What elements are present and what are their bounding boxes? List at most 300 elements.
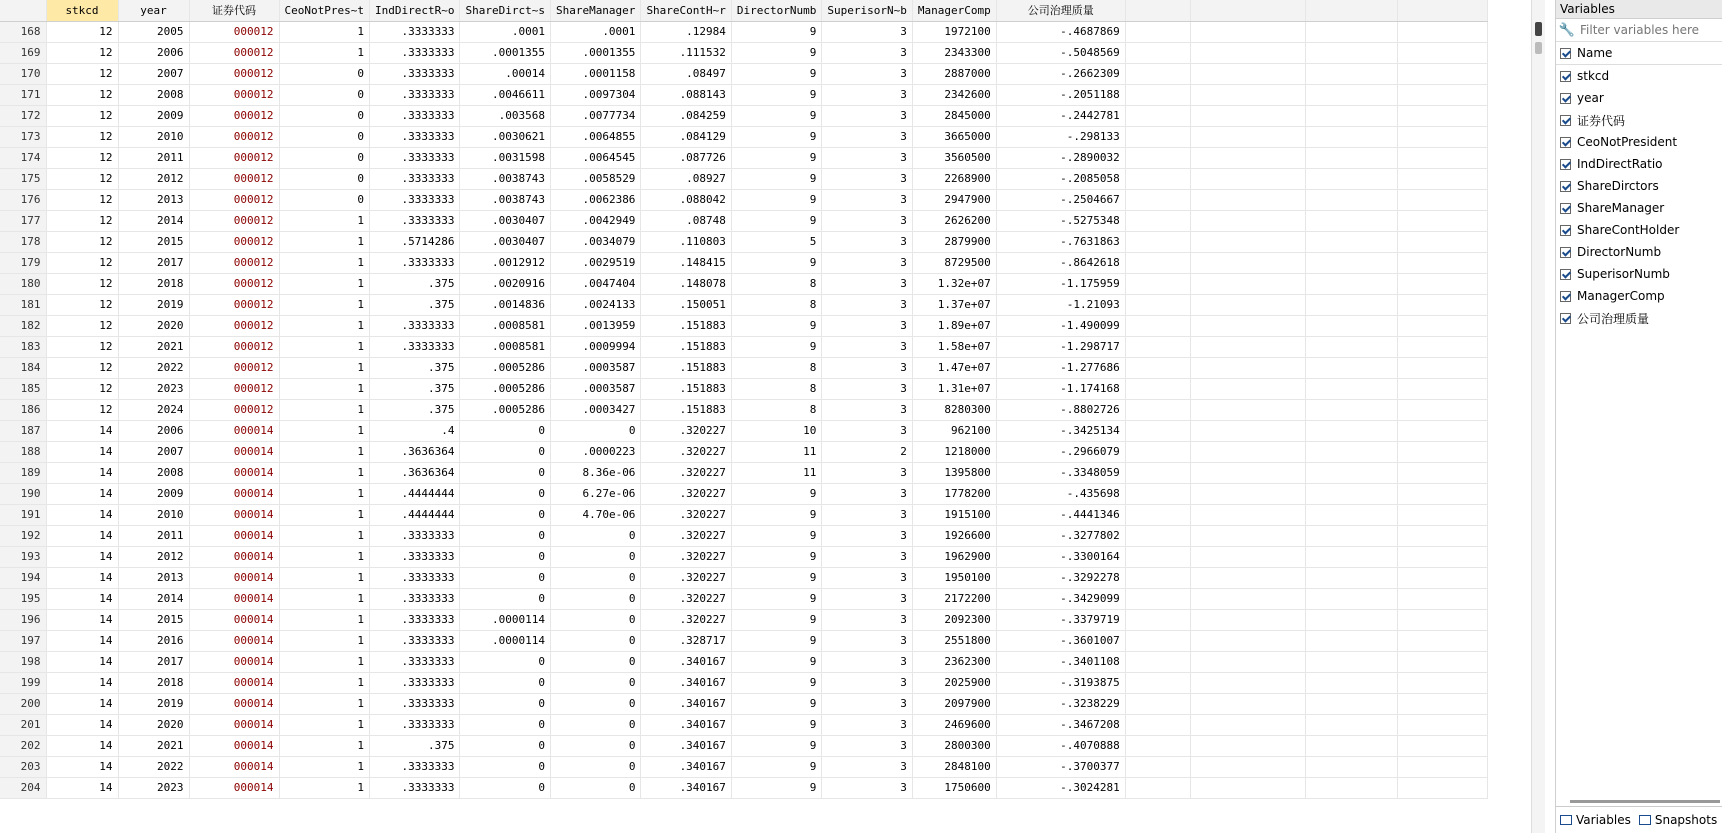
table-cell[interactable]: -.3379719 bbox=[996, 609, 1125, 630]
table-cell[interactable]: 2023 bbox=[118, 378, 189, 399]
table-cell[interactable]: 000014 bbox=[189, 735, 279, 756]
table-cell[interactable]: .340167 bbox=[641, 735, 731, 756]
table-cell[interactable]: 3 bbox=[822, 231, 912, 252]
table-cell[interactable]: 8280300 bbox=[912, 399, 996, 420]
table-cell[interactable]: .111532 bbox=[641, 42, 731, 63]
table-cell[interactable]: .0038743 bbox=[460, 168, 550, 189]
table-cell[interactable]: 12 bbox=[46, 294, 118, 315]
tab-variables[interactable] bbox=[1556, 807, 1635, 833]
table-cell[interactable]: 3 bbox=[822, 546, 912, 567]
table-cell[interactable]: 1 bbox=[279, 756, 369, 777]
table-cell[interactable]: -.3193875 bbox=[996, 672, 1125, 693]
table-cell[interactable]: .084129 bbox=[641, 126, 731, 147]
table-row[interactable] bbox=[0, 525, 1487, 546]
table-cell[interactable]: 14 bbox=[46, 588, 118, 609]
table-cell[interactable]: 0 bbox=[279, 63, 369, 84]
table-cell[interactable]: 0 bbox=[460, 441, 550, 462]
table-cell[interactable]: 3 bbox=[822, 21, 912, 42]
table-cell[interactable]: 4.70e-06 bbox=[550, 504, 640, 525]
table-cell[interactable]: .3333333 bbox=[369, 189, 459, 210]
scrollbar-step[interactable] bbox=[1535, 42, 1542, 54]
table-cell[interactable]: 000012 bbox=[189, 63, 279, 84]
splitter[interactable] bbox=[1545, 0, 1555, 833]
table-cell[interactable]: 2006 bbox=[118, 420, 189, 441]
table-cell[interactable]: -.5048569 bbox=[996, 42, 1125, 63]
table-cell[interactable]: 000014 bbox=[189, 462, 279, 483]
table-cell[interactable]: 000014 bbox=[189, 420, 279, 441]
table-cell[interactable]: .0001 bbox=[460, 21, 550, 42]
table-cell[interactable]: -.3425134 bbox=[996, 420, 1125, 441]
table-row[interactable] bbox=[0, 336, 1487, 357]
table-cell[interactable]: 0 bbox=[550, 546, 640, 567]
table-cell[interactable]: 3 bbox=[822, 483, 912, 504]
table-cell[interactable]: 3 bbox=[822, 735, 912, 756]
table-cell[interactable]: 2009 bbox=[118, 483, 189, 504]
variable-item[interactable] bbox=[1556, 109, 1722, 131]
table-cell[interactable]: 1 bbox=[279, 378, 369, 399]
table-cell[interactable]: 1 bbox=[279, 651, 369, 672]
table-cell[interactable]: .340167 bbox=[641, 693, 731, 714]
table-cell[interactable]: 10 bbox=[731, 420, 821, 441]
table-cell[interactable]: .3333333 bbox=[369, 168, 459, 189]
table-cell[interactable]: 12 bbox=[46, 252, 118, 273]
table-cell[interactable]: 000014 bbox=[189, 567, 279, 588]
table-cell[interactable]: 12 bbox=[46, 147, 118, 168]
checkbox-icon[interactable] bbox=[1560, 203, 1571, 214]
table-cell[interactable]: 000012 bbox=[189, 126, 279, 147]
table-cell[interactable]: 2005 bbox=[118, 21, 189, 42]
variable-item[interactable] bbox=[1556, 263, 1722, 285]
table-cell[interactable]: 2010 bbox=[118, 504, 189, 525]
table-cell[interactable]: 2019 bbox=[118, 294, 189, 315]
table-cell[interactable]: 000014 bbox=[189, 630, 279, 651]
table-cell[interactable]: 14 bbox=[46, 777, 118, 798]
table-cell[interactable]: 000014 bbox=[189, 546, 279, 567]
table-cell[interactable]: .0012912 bbox=[460, 252, 550, 273]
table-cell[interactable]: 14 bbox=[46, 483, 118, 504]
table-cell[interactable]: 9 bbox=[731, 693, 821, 714]
table-cell[interactable]: 2 bbox=[822, 441, 912, 462]
table-cell[interactable]: 1 bbox=[279, 546, 369, 567]
table-cell[interactable]: .0000223 bbox=[550, 441, 640, 462]
table-cell[interactable]: 14 bbox=[46, 546, 118, 567]
table-cell[interactable]: 9 bbox=[731, 252, 821, 273]
table-row[interactable] bbox=[0, 231, 1487, 252]
table-cell[interactable]: 6.27e-06 bbox=[550, 483, 640, 504]
table-cell[interactable]: .0001158 bbox=[550, 63, 640, 84]
table-cell[interactable]: -.8642618 bbox=[996, 252, 1125, 273]
table-cell[interactable]: .0031598 bbox=[460, 147, 550, 168]
table-cell[interactable]: 1 bbox=[279, 609, 369, 630]
table-cell[interactable]: 1 bbox=[279, 567, 369, 588]
checkbox-icon[interactable] bbox=[1560, 313, 1571, 324]
table-cell[interactable]: .320227 bbox=[641, 567, 731, 588]
table-cell[interactable]: 3 bbox=[822, 126, 912, 147]
table-cell[interactable]: -.2504667 bbox=[996, 189, 1125, 210]
table-cell[interactable]: 0 bbox=[460, 714, 550, 735]
table-cell[interactable]: -.3700377 bbox=[996, 756, 1125, 777]
table-row[interactable] bbox=[0, 357, 1487, 378]
table-cell[interactable]: 2172200 bbox=[912, 588, 996, 609]
table-cell[interactable]: -.435698 bbox=[996, 483, 1125, 504]
table-cell[interactable]: 1 bbox=[279, 294, 369, 315]
table-cell[interactable]: -.7631863 bbox=[996, 231, 1125, 252]
table-cell[interactable]: .08748 bbox=[641, 210, 731, 231]
table-cell[interactable]: 000012 bbox=[189, 231, 279, 252]
table-cell[interactable]: 14 bbox=[46, 504, 118, 525]
table-cell[interactable]: -.3401108 bbox=[996, 651, 1125, 672]
table-cell[interactable]: 1 bbox=[279, 504, 369, 525]
table-cell[interactable]: .320227 bbox=[641, 420, 731, 441]
table-cell[interactable]: 9 bbox=[731, 147, 821, 168]
table-row[interactable] bbox=[0, 42, 1487, 63]
panel-horizontal-scrollbar[interactable] bbox=[1570, 800, 1720, 803]
table-cell[interactable]: -.2442781 bbox=[996, 105, 1125, 126]
table-cell[interactable]: 2013 bbox=[118, 567, 189, 588]
table-cell[interactable]: -.3601007 bbox=[996, 630, 1125, 651]
table-cell[interactable]: 1 bbox=[279, 441, 369, 462]
table-cell[interactable]: 3 bbox=[822, 693, 912, 714]
table-cell[interactable]: 1.37e+07 bbox=[912, 294, 996, 315]
table-cell[interactable]: .3333333 bbox=[369, 756, 459, 777]
checkbox-icon[interactable] bbox=[1560, 71, 1571, 82]
table-cell[interactable]: 0 bbox=[279, 105, 369, 126]
table-cell[interactable]: .340167 bbox=[641, 714, 731, 735]
table-cell[interactable]: 2024 bbox=[118, 399, 189, 420]
table-cell[interactable]: .320227 bbox=[641, 588, 731, 609]
table-row[interactable] bbox=[0, 126, 1487, 147]
table-cell[interactable]: 2848100 bbox=[912, 756, 996, 777]
table-row[interactable] bbox=[0, 294, 1487, 315]
table-cell[interactable]: 2014 bbox=[118, 210, 189, 231]
table-cell[interactable]: 1 bbox=[279, 315, 369, 336]
table-cell[interactable]: 000014 bbox=[189, 672, 279, 693]
table-cell[interactable]: 14 bbox=[46, 567, 118, 588]
table-cell[interactable]: 3665000 bbox=[912, 126, 996, 147]
table-cell[interactable]: 0 bbox=[279, 84, 369, 105]
table-cell[interactable]: 000014 bbox=[189, 693, 279, 714]
table-cell[interactable]: 8 bbox=[731, 399, 821, 420]
table-cell[interactable]: 000012 bbox=[189, 273, 279, 294]
table-cell[interactable]: 9 bbox=[731, 315, 821, 336]
table-row[interactable] bbox=[0, 399, 1487, 420]
table-cell[interactable]: 1 bbox=[279, 399, 369, 420]
checkbox-icon[interactable] bbox=[1560, 291, 1571, 302]
variable-item[interactable] bbox=[1556, 219, 1722, 241]
table-cell[interactable]: 0 bbox=[550, 756, 640, 777]
variable-item[interactable] bbox=[1556, 153, 1722, 175]
table-cell[interactable]: 2009 bbox=[118, 105, 189, 126]
table-cell[interactable]: 9 bbox=[731, 525, 821, 546]
table-cell[interactable]: -1.298717 bbox=[996, 336, 1125, 357]
table-cell[interactable]: 000014 bbox=[189, 483, 279, 504]
table-cell[interactable]: 0 bbox=[460, 567, 550, 588]
column-header[interactable]: ShareDirct~s bbox=[460, 0, 550, 21]
table-cell[interactable]: .150051 bbox=[641, 294, 731, 315]
table-cell[interactable]: 12 bbox=[46, 378, 118, 399]
table-cell[interactable]: 12 bbox=[46, 126, 118, 147]
table-cell[interactable]: 000014 bbox=[189, 756, 279, 777]
table-cell[interactable]: 12 bbox=[46, 84, 118, 105]
table-cell[interactable]: -1.174168 bbox=[996, 378, 1125, 399]
table-cell[interactable]: 2018 bbox=[118, 273, 189, 294]
table-cell[interactable]: .3333333 bbox=[369, 42, 459, 63]
table-cell[interactable]: .340167 bbox=[641, 672, 731, 693]
table-cell[interactable]: 1 bbox=[279, 42, 369, 63]
table-cell[interactable]: 9 bbox=[731, 483, 821, 504]
table-cell[interactable]: .3333333 bbox=[369, 147, 459, 168]
table-cell[interactable]: 2015 bbox=[118, 231, 189, 252]
table-cell[interactable]: 0 bbox=[460, 735, 550, 756]
table-cell[interactable]: 2879900 bbox=[912, 231, 996, 252]
table-cell[interactable]: -.3238229 bbox=[996, 693, 1125, 714]
table-cell[interactable]: 1 bbox=[279, 525, 369, 546]
table-cell[interactable]: 8.36e-06 bbox=[550, 462, 640, 483]
table-cell[interactable]: 9 bbox=[731, 105, 821, 126]
checkbox-icon[interactable] bbox=[1560, 181, 1571, 192]
table-cell[interactable]: .3333333 bbox=[369, 588, 459, 609]
table-cell[interactable]: 11 bbox=[731, 462, 821, 483]
table-cell[interactable]: .320227 bbox=[641, 609, 731, 630]
table-cell[interactable]: .3333333 bbox=[369, 336, 459, 357]
table-cell[interactable]: .3636364 bbox=[369, 441, 459, 462]
table-cell[interactable]: 2018 bbox=[118, 672, 189, 693]
table-row[interactable] bbox=[0, 672, 1487, 693]
table-cell[interactable]: 0 bbox=[460, 546, 550, 567]
table-cell[interactable]: 12 bbox=[46, 273, 118, 294]
table-cell[interactable]: .340167 bbox=[641, 756, 731, 777]
table-cell[interactable]: 3 bbox=[822, 189, 912, 210]
table-cell[interactable]: .3333333 bbox=[369, 714, 459, 735]
table-cell[interactable]: .088143 bbox=[641, 84, 731, 105]
table-cell[interactable]: 0 bbox=[550, 714, 640, 735]
table-cell[interactable]: 000014 bbox=[189, 441, 279, 462]
table-cell[interactable]: 2019 bbox=[118, 693, 189, 714]
table-cell[interactable]: 9 bbox=[731, 588, 821, 609]
table-cell[interactable]: 9 bbox=[731, 189, 821, 210]
table-cell[interactable]: 1218000 bbox=[912, 441, 996, 462]
table-cell[interactable]: .0003587 bbox=[550, 357, 640, 378]
table-cell[interactable]: 0 bbox=[550, 672, 640, 693]
table-row[interactable] bbox=[0, 504, 1487, 525]
table-cell[interactable]: 12 bbox=[46, 42, 118, 63]
table-cell[interactable]: 14 bbox=[46, 462, 118, 483]
table-cell[interactable]: .375 bbox=[369, 378, 459, 399]
table-cell[interactable]: .0000114 bbox=[460, 609, 550, 630]
table-cell[interactable]: .375 bbox=[369, 735, 459, 756]
column-header[interactable]: ShareContH~r bbox=[641, 0, 731, 21]
table-cell[interactable]: -.3277802 bbox=[996, 525, 1125, 546]
table-row[interactable] bbox=[0, 651, 1487, 672]
table-row[interactable] bbox=[0, 84, 1487, 105]
table-cell[interactable]: -.5275348 bbox=[996, 210, 1125, 231]
table-row[interactable] bbox=[0, 693, 1487, 714]
table-row[interactable] bbox=[0, 420, 1487, 441]
table-cell[interactable]: 14 bbox=[46, 735, 118, 756]
table-cell[interactable]: .0029519 bbox=[550, 252, 640, 273]
table-cell[interactable]: 0 bbox=[460, 420, 550, 441]
table-cell[interactable]: 12 bbox=[46, 189, 118, 210]
table-row[interactable] bbox=[0, 168, 1487, 189]
table-cell[interactable]: 0 bbox=[550, 567, 640, 588]
table-cell[interactable]: 000012 bbox=[189, 189, 279, 210]
table-cell[interactable]: .08497 bbox=[641, 63, 731, 84]
table-cell[interactable]: .0009994 bbox=[550, 336, 640, 357]
table-row[interactable] bbox=[0, 546, 1487, 567]
table-cell[interactable]: .0020916 bbox=[460, 273, 550, 294]
table-cell[interactable]: .151883 bbox=[641, 336, 731, 357]
checkbox-icon[interactable] bbox=[1560, 137, 1571, 148]
table-cell[interactable]: 14 bbox=[46, 756, 118, 777]
table-row[interactable] bbox=[0, 630, 1487, 651]
table-cell[interactable]: .0005286 bbox=[460, 357, 550, 378]
table-cell[interactable]: 14 bbox=[46, 714, 118, 735]
table-cell[interactable]: 3 bbox=[822, 588, 912, 609]
table-cell[interactable]: 0 bbox=[550, 735, 640, 756]
table-cell[interactable]: 9 bbox=[731, 672, 821, 693]
table-cell[interactable]: 8 bbox=[731, 273, 821, 294]
table-cell[interactable]: 3 bbox=[822, 105, 912, 126]
table-cell[interactable]: 0 bbox=[460, 693, 550, 714]
variable-item[interactable] bbox=[1556, 131, 1722, 153]
table-cell[interactable]: 2020 bbox=[118, 714, 189, 735]
table-cell[interactable]: .0024133 bbox=[550, 294, 640, 315]
table-cell[interactable]: 2011 bbox=[118, 147, 189, 168]
table-cell[interactable]: .3333333 bbox=[369, 210, 459, 231]
table-cell[interactable]: 0 bbox=[460, 672, 550, 693]
table-cell[interactable]: 11 bbox=[731, 441, 821, 462]
table-cell[interactable]: -.3024281 bbox=[996, 777, 1125, 798]
table-cell[interactable]: .0001 bbox=[550, 21, 640, 42]
table-cell[interactable]: .0008581 bbox=[460, 336, 550, 357]
table-cell[interactable]: .320227 bbox=[641, 504, 731, 525]
table-cell[interactable]: 1 bbox=[279, 777, 369, 798]
table-cell[interactable]: 1 bbox=[279, 252, 369, 273]
table-cell[interactable]: 2343300 bbox=[912, 42, 996, 63]
table-cell[interactable]: 2342600 bbox=[912, 84, 996, 105]
table-cell[interactable]: .151883 bbox=[641, 399, 731, 420]
table-cell[interactable]: 3 bbox=[822, 630, 912, 651]
table-cell[interactable]: 14 bbox=[46, 609, 118, 630]
table-cell[interactable]: 14 bbox=[46, 630, 118, 651]
table-cell[interactable]: 1 bbox=[279, 420, 369, 441]
table-cell[interactable]: 1.89e+07 bbox=[912, 315, 996, 336]
table-cell[interactable]: 2017 bbox=[118, 252, 189, 273]
table-cell[interactable]: 2007 bbox=[118, 63, 189, 84]
table-cell[interactable]: 1 bbox=[279, 714, 369, 735]
table-cell[interactable]: .4444444 bbox=[369, 483, 459, 504]
table-cell[interactable]: 1778200 bbox=[912, 483, 996, 504]
table-cell[interactable]: .320227 bbox=[641, 483, 731, 504]
table-cell[interactable]: 2008 bbox=[118, 84, 189, 105]
table-cell[interactable]: 0 bbox=[460, 756, 550, 777]
table-cell[interactable]: 0 bbox=[460, 525, 550, 546]
table-cell[interactable]: 8 bbox=[731, 378, 821, 399]
table-cell[interactable]: 14 bbox=[46, 420, 118, 441]
scrollbar-thumb[interactable] bbox=[1535, 22, 1542, 36]
table-row[interactable] bbox=[0, 609, 1487, 630]
table-cell[interactable]: .0064545 bbox=[550, 147, 640, 168]
table-cell[interactable]: .3636364 bbox=[369, 462, 459, 483]
table-cell[interactable]: 3 bbox=[822, 672, 912, 693]
table-cell[interactable]: 9 bbox=[731, 609, 821, 630]
table-cell[interactable]: 3 bbox=[822, 147, 912, 168]
table-cell[interactable]: .3333333 bbox=[369, 630, 459, 651]
table-cell[interactable]: -.3429099 bbox=[996, 588, 1125, 609]
table-cell[interactable]: 2092300 bbox=[912, 609, 996, 630]
table-cell[interactable]: 000012 bbox=[189, 315, 279, 336]
table-cell[interactable]: 8729500 bbox=[912, 252, 996, 273]
table-cell[interactable]: 12 bbox=[46, 105, 118, 126]
table-cell[interactable]: 12 bbox=[46, 336, 118, 357]
table-cell[interactable]: 2845000 bbox=[912, 105, 996, 126]
table-cell[interactable]: .0013959 bbox=[550, 315, 640, 336]
table-cell[interactable]: -.2662309 bbox=[996, 63, 1125, 84]
table-cell[interactable]: 12 bbox=[46, 21, 118, 42]
table-cell[interactable]: 1972100 bbox=[912, 21, 996, 42]
table-cell[interactable]: 9 bbox=[731, 546, 821, 567]
table-cell[interactable]: .0064855 bbox=[550, 126, 640, 147]
table-cell[interactable]: 000012 bbox=[189, 357, 279, 378]
table-cell[interactable]: 000012 bbox=[189, 105, 279, 126]
table-cell[interactable]: 0 bbox=[550, 693, 640, 714]
table-cell[interactable]: -.2085058 bbox=[996, 168, 1125, 189]
table-cell[interactable]: 2010 bbox=[118, 126, 189, 147]
table-cell[interactable]: 5 bbox=[731, 231, 821, 252]
table-cell[interactable]: 9 bbox=[731, 168, 821, 189]
table-cell[interactable]: 000014 bbox=[189, 504, 279, 525]
table-cell[interactable]: -.2051188 bbox=[996, 84, 1125, 105]
table-cell[interactable]: 000012 bbox=[189, 399, 279, 420]
table-cell[interactable]: 0 bbox=[460, 483, 550, 504]
table-cell[interactable]: 3 bbox=[822, 756, 912, 777]
table-cell[interactable]: 000014 bbox=[189, 525, 279, 546]
table-cell[interactable]: .5714286 bbox=[369, 231, 459, 252]
table-cell[interactable]: 3 bbox=[822, 420, 912, 441]
table-cell[interactable]: .0001355 bbox=[460, 42, 550, 63]
table-cell[interactable]: .320227 bbox=[641, 525, 731, 546]
table-cell[interactable]: 14 bbox=[46, 441, 118, 462]
table-cell[interactable]: 14 bbox=[46, 672, 118, 693]
column-header[interactable]: year bbox=[118, 0, 189, 21]
table-cell[interactable]: 2020 bbox=[118, 315, 189, 336]
table-cell[interactable]: 000014 bbox=[189, 651, 279, 672]
table-cell[interactable]: 9 bbox=[731, 63, 821, 84]
variable-item[interactable] bbox=[1556, 197, 1722, 219]
table-cell[interactable]: .110803 bbox=[641, 231, 731, 252]
table-row[interactable] bbox=[0, 567, 1487, 588]
select-all-checkbox[interactable] bbox=[1560, 48, 1571, 59]
table-cell[interactable]: 1750600 bbox=[912, 777, 996, 798]
wrench-icon[interactable]: 🔧 bbox=[1558, 22, 1576, 38]
checkbox-icon[interactable] bbox=[1560, 225, 1571, 236]
variable-item[interactable] bbox=[1556, 65, 1722, 87]
table-cell[interactable]: -1.21093 bbox=[996, 294, 1125, 315]
table-cell[interactable]: 2012 bbox=[118, 546, 189, 567]
table-cell[interactable]: .3333333 bbox=[369, 21, 459, 42]
table-cell[interactable]: 000014 bbox=[189, 609, 279, 630]
table-cell[interactable]: -.3300164 bbox=[996, 546, 1125, 567]
table-cell[interactable]: 3 bbox=[822, 378, 912, 399]
table-cell[interactable]: 1 bbox=[279, 693, 369, 714]
table-cell[interactable]: .0030407 bbox=[460, 210, 550, 231]
column-header[interactable]: DirectorNumb bbox=[731, 0, 821, 21]
table-cell[interactable]: .0047404 bbox=[550, 273, 640, 294]
table-cell[interactable]: 2017 bbox=[118, 651, 189, 672]
table-cell[interactable]: 2947900 bbox=[912, 189, 996, 210]
table-cell[interactable]: 1.58e+07 bbox=[912, 336, 996, 357]
table-cell[interactable]: 9 bbox=[731, 651, 821, 672]
